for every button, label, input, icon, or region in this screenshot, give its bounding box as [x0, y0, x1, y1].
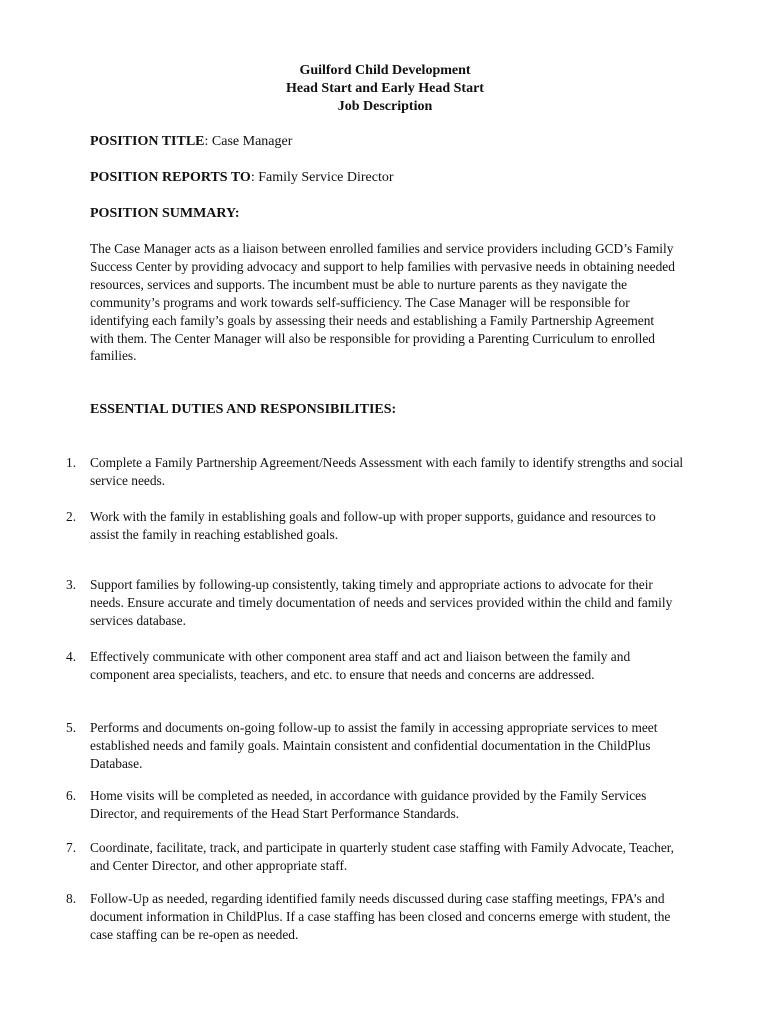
duty-number: 7.: [66, 840, 77, 855]
duty-number: 2.: [66, 509, 77, 524]
duty-item: [66, 719, 686, 773]
duty-text: Home visits will be completed as needed, in accordance with guidance provided by the Family Services Director, and requirements of the Head Start Performance Standards.: [90, 788, 647, 821]
duty-number: 1.: [66, 455, 77, 470]
position-summary-text: The Case Manager acts as a liaison between enrolled families and service providers including GCD’s Family Success Center by providing advocacy and support to help families with pervasive needs in obtaining needed resources, services and supports. The incumbent must be able to nurture parents as they navigate the community’s programs and work towards self-sufficiency. The Case Manager will be responsible for identifying each family’s goals by assessing their needs and establishing a Family Partnership Agreement with them. The Center Manager will also be responsible for providing a Parenting Curriculum to enrolled families.: [90, 241, 675, 364]
header-program-name: Head Start and Early Head Start: [286, 81, 484, 96]
duty-item: [66, 454, 686, 490]
duty-item: [66, 508, 686, 544]
header-doc-type: Job Description: [337, 99, 433, 114]
duty-text: Effectively communicate with other component area staff and act and liaison between the family and component area specialists, teachers, and etc. to ensure that needs and concerns are addressed.: [90, 649, 631, 682]
position-summary-label: POSITION SUMMARY:: [90, 206, 240, 221]
duty-text: Work with the family in establishing goals and follow-up with proper supports, guidance and resources to assist the family in reaching established goals.: [90, 509, 656, 542]
duty-text: Complete a Family Partnership Agreement/Needs Assessment with each family to identify strengths and social service needs.: [90, 455, 684, 488]
duty-number: 4.: [66, 649, 77, 664]
duty-number: 6.: [66, 788, 77, 803]
position-summary-heading: [90, 205, 240, 223]
duty-item: [66, 890, 686, 944]
position-reports-to-value: : Family Service Director: [250, 170, 394, 185]
duty-number: 5.: [66, 720, 77, 735]
position-title-label: POSITION TITLE: [90, 134, 205, 149]
duty-number: 3.: [66, 577, 77, 592]
duties-heading: ESSENTIAL DUTIES AND RESPONSIBILITIES:: [90, 402, 397, 417]
position-title-value: : Case Manager: [204, 134, 293, 149]
duty-item: [66, 787, 686, 823]
duty-text: Support families by following-up consistently, taking timely and appropriate actions to advocate for their needs. Ensure accurate and timely documentation of needs and services provided within the child and family services database.: [90, 577, 673, 628]
duty-item: [66, 648, 686, 684]
duty-number: 8.: [66, 891, 77, 906]
duty-item: [66, 576, 686, 630]
header-org-name: Guilford Child Development: [299, 63, 471, 78]
position-title: [90, 133, 292, 151]
duty-text: Coordinate, facilitate, track, and participate in quarterly student case staffing with Family Advocate, Teacher, and Center Director, and other appropriate staff.: [90, 840, 675, 873]
position-reports-to: [90, 169, 394, 187]
position-reports-to-label: POSITION REPORTS TO: [90, 170, 251, 185]
duty-text: Performs and documents on-going follow-up to assist the family in accessing appropriate services to meet established needs and family goals. Maintain consistent and confidential documentation in the ChildPlus Database.: [90, 720, 658, 771]
duty-text: Follow-Up as needed, regarding identified family needs discussed during case staffing meetings, FPA’s and document information in ChildPlus. If a case staffing has been closed and concerns emerge with student, the case staffing can be re-open as needed.: [90, 891, 671, 942]
duty-item: [66, 839, 686, 875]
document-header: [0, 62, 770, 116]
